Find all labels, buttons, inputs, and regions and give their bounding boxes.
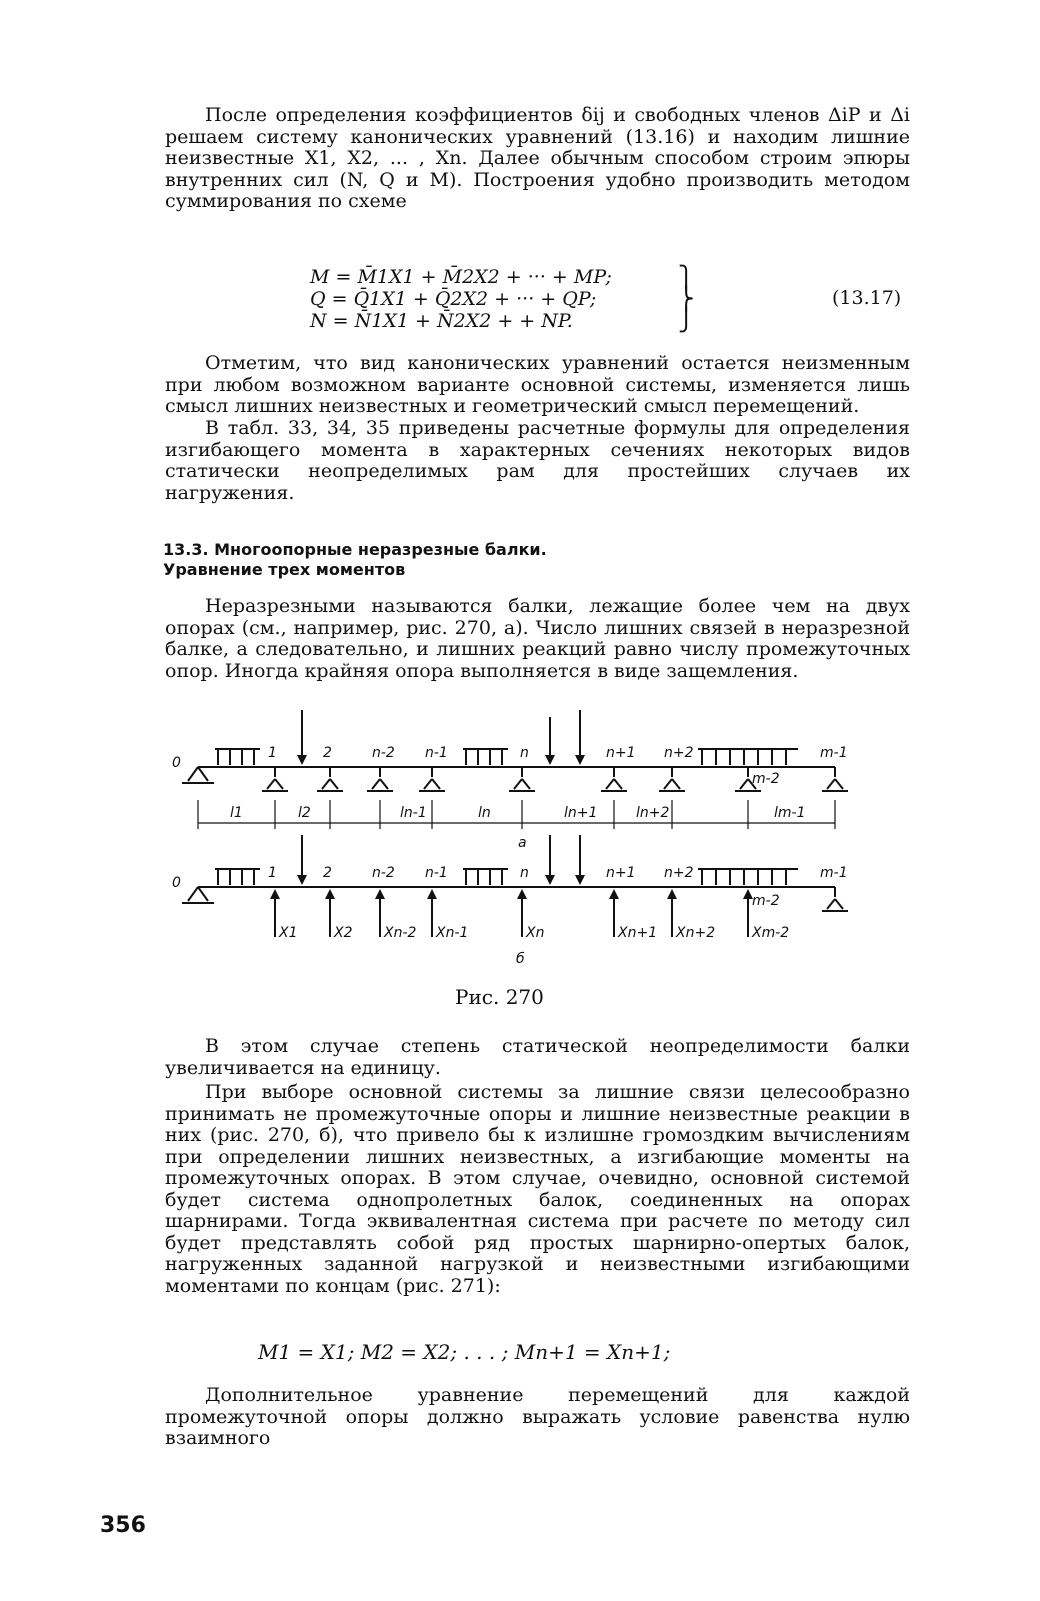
span-label-ln-1: ln-1 [400,805,427,821]
support-label-n+2: n+2 [664,745,694,761]
support-b-label-n+2: n+2 [664,865,694,881]
support-label-n-1: n-1 [425,745,448,761]
span-ticks [198,800,835,829]
support-b-label-n-1: n-1 [425,865,448,881]
paragraph-continuous-beams: Неразрезными называются балки, лежащие более чем на двух опорах (см., например, рис. 270, а). Число лишних связей в неразрезной балке, а следовательно, и лишних реакций равно числу промежуточных опор. Иногда крайняя опора выполняется в виде защемления. [165,595,910,682]
span-label-lm-1: lm-1 [774,805,806,821]
support-a9 [822,767,848,791]
support-label-2: 2 [323,745,332,761]
support-b-label-0: 0 [172,875,181,891]
distributed-load-a3 [698,749,798,765]
unknown-label-xn-1: Xn-1 [436,925,469,941]
support-b-label-m-1: m-1 [820,865,848,881]
section-heading-line2: Уравнение трех моментов [163,560,406,579]
support-a0 [182,767,214,783]
equation-line-n: N = N̄1X1 + N̄2X2 + + NP. [310,310,573,332]
paragraph-basic-system: При выборе основной системы за лишние связи целесообразно принимать не промежуточные опоры и лишние неизвестные реакции в них (рис. 270, б), что привело бы к излишне громоздким вычислениям при определении лишних неизвестных, а изгибающие моменты на промежуточных опорах. В этом случае, очевидно, основной системой будет система однопролетных балок, соединенных на опорах шарнирами. Тогда эквивалентная система при расчете по методу сил будет представлять собой ряд простых шарнирно-опертых балок, нагруженных заданной нагрузкой и неизвестными изгибающими моментами по концам (рис. 271): [165,1081,910,1297]
label-b: б [516,951,525,967]
support-a6 [601,767,627,791]
section-heading [163,540,547,580]
support-label-0: 0 [172,755,181,771]
support-b-end [822,887,848,911]
unknown-label-xn-2: Xn-2 [384,925,417,941]
support-b-label-n: n [520,865,529,881]
figure-270-diagram [160,705,880,980]
support-b-label-2: 2 [323,865,332,881]
support-label-1: 1 [268,745,277,761]
right-brace: ⎫ ⎬ ⎭ [678,266,695,333]
support-label-m-2: m-2 [752,771,780,787]
support-a4 [419,767,445,791]
distributed-load-b3 [698,869,798,885]
moments-formula: M1 = X1; M2 = X2; . . . ; Mn+1 = Xn+1; [258,1340,671,1364]
distributed-load-a2 [463,749,508,765]
support-a1 [262,767,288,791]
support-b-label-n+1: n+1 [606,865,636,881]
support-label-n-2: n-2 [372,745,395,761]
figure-caption: Рис. 270 [455,985,544,1009]
support-b-label-n-2: n-2 [372,865,395,881]
unknown-label-x1: X1 [279,925,298,941]
unknown-label-xm-2: Xm-2 [752,925,790,941]
support-a2 [317,767,343,791]
paragraph-additional-equation: Дополнительное уравнение перемещений для каждой промежуточной опоры должно выражать условие равенства нулю взаимного [165,1384,910,1449]
unknown-label-x2: X2 [334,925,353,941]
support-b-label-m-2: m-2 [752,893,780,909]
distributed-load-b2 [463,869,508,885]
support-label-n: n [520,745,529,761]
span-label-l2: l2 [298,805,311,821]
equation-line-m: M = M̄1X1 + M̄2X2 + ··· + MP; [310,266,612,288]
span-label-l1: l1 [230,805,243,821]
support-label-m-1: m-1 [820,745,848,761]
support-a7 [659,767,685,791]
distributed-load-a1 [215,749,260,765]
page-number: 356 [100,1513,146,1538]
span-label-ln: ln [478,805,491,821]
paragraph-solution-method: После определения коэффициентов δij и свободных членов ΔiP и Δi решаем систему канонических уравнений (13.16) и находим лишние неизвестные X1, X2, ... , Xn. Далее обычным способом строим эпюры внутренних сил (N, Q и M). Построения удобно производить методом суммирования по схеме [165,104,910,212]
label-a: а [518,835,527,851]
paragraph-degree-increase: В этом случае степень статической неопределимости балки увеличивается на единицу. [165,1035,910,1079]
unknown-label-xn+2: Xn+2 [676,925,716,941]
equation-number: (13.17) [832,287,902,309]
paragraph-tables-ref: В табл. 33, 34, 35 приведены расчетные формулы для определения изгибающего момента в характерных сечениях некоторых видов статически неопределимых рам для простейших случаев их нагружения. [165,417,910,504]
span-label-ln+2: ln+2 [636,805,670,821]
support-b-label-1: 1 [268,865,277,881]
section-heading-line1: 13.3. Многоопорные неразрезные балки. [163,540,547,559]
support-b0 [182,887,214,903]
equation-13-17 [310,266,910,332]
unknown-label-xn+1: Xn+1 [618,925,658,941]
paragraph-canonical-note: Отметим, что вид канонических уравнений остается неизменным при любом возможном варианте основной системы, изменяется лишь смысл лишних неизвестных и геометрический смысл перемещений. [165,352,910,417]
support-label-n+1: n+1 [606,745,636,761]
equation-line-q: Q = Q̄1X1 + Q̄2X2 + ··· + QP; [310,288,597,310]
support-a5 [509,767,535,791]
span-label-ln+1: ln+1 [564,805,598,821]
support-a3 [367,767,393,791]
distributed-load-b1 [215,869,260,885]
unknown-label-xn: Xn [526,925,545,941]
